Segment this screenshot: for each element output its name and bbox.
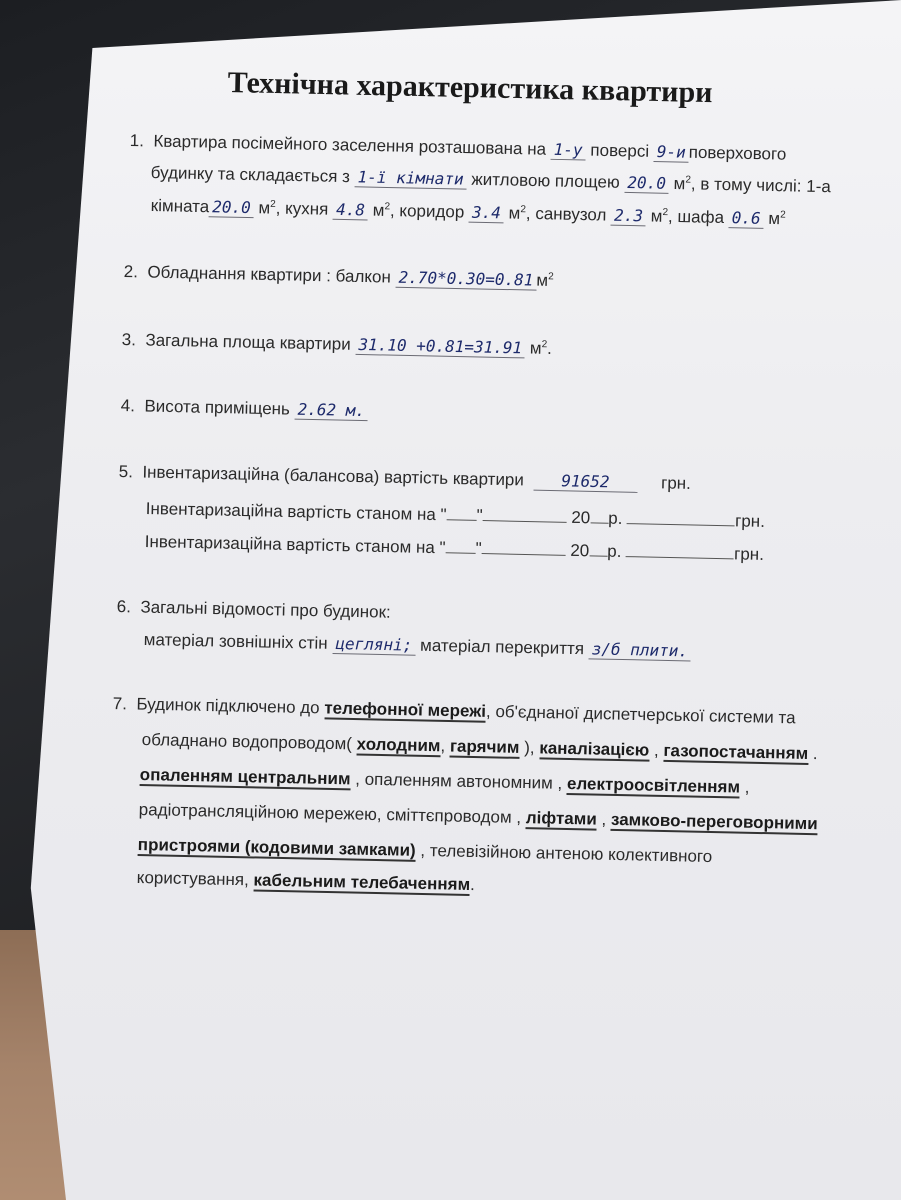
unit: м bbox=[768, 208, 781, 229]
unit: м bbox=[650, 206, 663, 226]
blank-day[interactable] bbox=[445, 552, 475, 554]
sewerage: каналізацією bbox=[539, 738, 650, 760]
section-6-number: 6. bbox=[116, 597, 132, 617]
unit-sup: 2 bbox=[270, 198, 276, 210]
text: грн. bbox=[734, 511, 766, 531]
electric-lighting: електроосвітленням bbox=[566, 773, 741, 797]
section-1-number: 1. bbox=[129, 131, 145, 151]
text: , bbox=[744, 777, 750, 797]
section-2-number: 2. bbox=[123, 262, 139, 282]
floors-material-value: з/б плити. bbox=[589, 639, 692, 661]
text: Інвентаризаційна вартість станом на " bbox=[145, 499, 447, 525]
text: користування, bbox=[136, 868, 249, 890]
blank-year[interactable] bbox=[589, 555, 607, 556]
text: 20 bbox=[570, 540, 590, 561]
unit-sup: 2 bbox=[548, 271, 554, 283]
section-5-number: 5. bbox=[118, 462, 134, 482]
text: . bbox=[812, 744, 818, 764]
text: ), bbox=[523, 738, 535, 758]
text: Висота приміщень bbox=[144, 396, 291, 419]
gas-supply: газопостачанням bbox=[663, 740, 809, 763]
central-heating: опаленням центральним bbox=[139, 765, 351, 789]
text: 20 bbox=[571, 507, 591, 528]
blank-day[interactable] bbox=[446, 519, 476, 521]
text: грн. bbox=[733, 544, 765, 564]
text: р. bbox=[607, 541, 622, 561]
blank-year[interactable] bbox=[590, 522, 608, 523]
text: матеріал перекриття bbox=[419, 635, 585, 659]
text: , bbox=[653, 740, 659, 760]
text: , bbox=[440, 736, 446, 756]
text: . bbox=[469, 874, 476, 895]
wardrobe-area-value: 0.6 bbox=[729, 208, 764, 229]
floor-value: 1-у bbox=[551, 140, 586, 161]
text: , шафа bbox=[667, 206, 725, 228]
text: будинку та складається з bbox=[150, 163, 351, 187]
inventory-value: 91652 bbox=[533, 471, 638, 493]
text: . bbox=[546, 338, 553, 359]
living-area-value: 20.0 bbox=[624, 173, 669, 194]
text: житловою площею bbox=[471, 169, 620, 192]
text: Загальна площа квартири bbox=[145, 330, 351, 354]
text: Обладнання квартири : балкон bbox=[147, 262, 392, 287]
code-locks: пристроями (кодовими замками) bbox=[137, 835, 416, 860]
blank-month[interactable] bbox=[483, 520, 567, 523]
page-title: Технічна характеристика квартири bbox=[227, 66, 713, 110]
text: , bbox=[601, 809, 607, 829]
corridor-area-value: 3.4 bbox=[469, 203, 504, 224]
text: Будинок підключено до bbox=[136, 694, 320, 718]
hot-water: гарячим bbox=[449, 736, 520, 757]
balcony-value: 2.70*0.30=0.81 bbox=[395, 268, 536, 291]
blank-month[interactable] bbox=[482, 553, 566, 556]
blank-amount[interactable] bbox=[627, 523, 735, 526]
unit: м bbox=[372, 200, 385, 220]
text: , санвузол bbox=[525, 203, 607, 225]
total-area-value: 31.10 +0.81=31.91 bbox=[355, 335, 525, 359]
text: Інвентаризаційна вартість станом на " bbox=[144, 532, 446, 558]
text: , в тому числі: 1-а bbox=[690, 174, 832, 197]
text: грн. bbox=[660, 473, 692, 493]
phone-network: телефонної мережі bbox=[324, 698, 487, 721]
text: " bbox=[475, 538, 482, 559]
text: Квартира посімейного заселення розташована на bbox=[153, 131, 547, 159]
unit-sup: 2 bbox=[685, 174, 692, 186]
rooms-value: 1-ї кімнати bbox=[354, 167, 466, 189]
lifts: ліфтами bbox=[525, 808, 597, 829]
room1-area-value: 20.0 bbox=[209, 197, 254, 218]
text: Інвентаризаційна (балансова) вартість квартири bbox=[142, 462, 525, 490]
intercom-locks: замково-переговорними bbox=[610, 809, 818, 834]
unit: м bbox=[508, 203, 521, 223]
cable-tv: кабельним телебаченням bbox=[253, 870, 471, 894]
section-3-number: 3. bbox=[121, 330, 137, 350]
text: обладнано водопроводом( bbox=[141, 730, 353, 754]
walls-value: цегляні; bbox=[332, 634, 415, 656]
height-value: 2.62 м. bbox=[294, 400, 368, 422]
floors-total-value: 9-и bbox=[654, 142, 689, 163]
text: , телевізійною антеною колективного bbox=[420, 840, 713, 867]
unit-sup: 2 bbox=[780, 209, 786, 221]
unit-sup: 2 bbox=[541, 339, 548, 351]
text: р. bbox=[608, 508, 623, 528]
text: Загальні відомості про будинок: bbox=[140, 597, 391, 622]
text: , коридор bbox=[389, 201, 465, 222]
kitchen-area-value: 4.8 bbox=[333, 200, 368, 221]
text: , кухня bbox=[275, 198, 329, 219]
blank-amount[interactable] bbox=[626, 556, 734, 559]
text: , опаленням автономним , bbox=[355, 769, 563, 793]
text: радіотрансляційною мережею, сміттєпроводом , bbox=[138, 800, 522, 828]
unit-sup: 2 bbox=[384, 201, 391, 213]
text: поверсі bbox=[590, 140, 650, 161]
text: кімната bbox=[150, 196, 210, 217]
unit-sup: 2 bbox=[520, 204, 527, 216]
section-4-number: 4. bbox=[120, 396, 136, 416]
unit: м bbox=[529, 338, 542, 358]
text: поверхового bbox=[688, 142, 787, 164]
unit: м bbox=[673, 173, 686, 194]
unit: м bbox=[258, 198, 271, 218]
unit-sup: 2 bbox=[662, 207, 669, 219]
cold-water: холодним bbox=[356, 734, 441, 756]
text: , об'єднаної диспетчерської системи та bbox=[485, 701, 796, 728]
text: " bbox=[476, 505, 483, 526]
section-7-number: 7. bbox=[112, 694, 128, 714]
text: матеріал зовнішніх стін bbox=[143, 630, 328, 653]
bathroom-area-value: 2.3 bbox=[611, 206, 646, 227]
unit: м bbox=[536, 270, 549, 290]
